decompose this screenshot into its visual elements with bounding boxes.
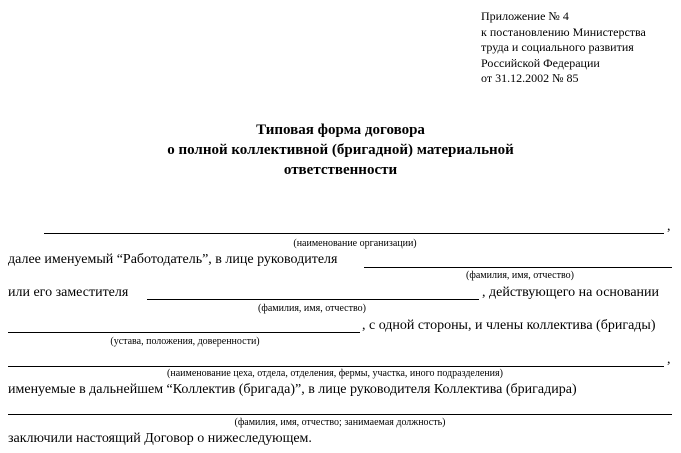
one-side-text: , с одной стороны, и члены коллектива (бригады) bbox=[362, 318, 656, 333]
appendix-line: Российской Федерации bbox=[481, 55, 600, 70]
appendix-line: труда и социального развития bbox=[481, 40, 634, 54]
title-line: ответственности bbox=[283, 162, 398, 178]
deputy-text: или его заместителя bbox=[8, 285, 129, 300]
director-name-blank-line bbox=[364, 267, 672, 268]
collective-text: именуемые в дальнейшем “Коллектив (бригада)”, в лице руководителя Коллектива (бригадира) bbox=[8, 382, 577, 397]
caption-fio-deputy: (фамилия, имя, отчество) bbox=[258, 303, 366, 314]
appendix-block bbox=[481, 9, 677, 87]
caption-organization: (наименование организации) bbox=[293, 238, 417, 249]
document-title bbox=[0, 120, 681, 180]
caption-department: (наименование цеха, отдела, отделения, фермы, участка, иного подразделения) bbox=[167, 368, 503, 379]
concluded-text: заключили настоящий Договор о нижеследующем. bbox=[8, 431, 312, 446]
caption-fio-position: (фамилия, имя, отчество; занимаемая должность) bbox=[234, 417, 446, 428]
deputy-name-blank-line bbox=[147, 299, 479, 300]
appendix-line: Приложение № 4 bbox=[481, 9, 569, 23]
employer-text: далее именуемый “Работодатель”, в лице руководителя bbox=[8, 252, 338, 267]
acting-basis-text: , действующего на основании bbox=[482, 285, 660, 300]
title-line: о полной коллективной (бригадной) материальной bbox=[167, 142, 514, 158]
comma-mark: , bbox=[667, 219, 671, 234]
caption-charter: (устава, положения, доверенности) bbox=[110, 336, 260, 347]
appendix-line: от 31.12.2002 № 85 bbox=[481, 71, 579, 85]
caption-fio-director: (фамилия, имя, отчество) bbox=[466, 270, 574, 281]
department-blank-line bbox=[8, 366, 664, 367]
brigadier-blank-line bbox=[8, 414, 672, 415]
comma-mark: , bbox=[667, 352, 671, 367]
charter-blank-line bbox=[8, 332, 360, 333]
title-line: Типовая форма договора bbox=[256, 122, 425, 138]
organization-blank-line bbox=[44, 233, 664, 234]
appendix-line: к постановлению Министерства bbox=[481, 24, 646, 39]
